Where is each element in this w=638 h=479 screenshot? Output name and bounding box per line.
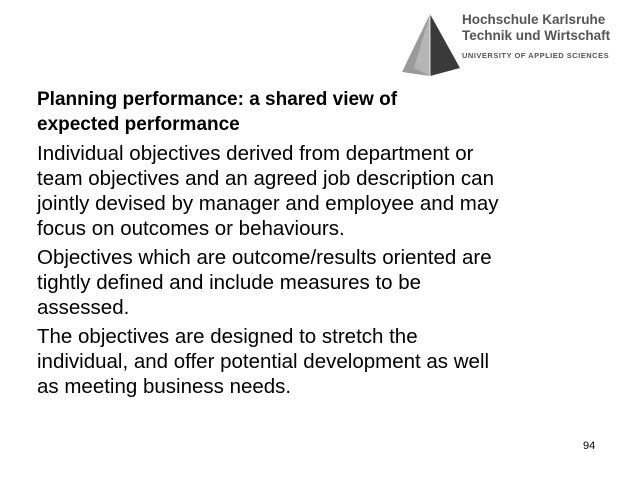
paragraph-stretch-objectives xyxy=(37,324,612,399)
page-number: 94 xyxy=(583,440,596,452)
heading-line: expected performance xyxy=(37,114,240,135)
logo-text xyxy=(462,12,630,62)
paragraph-line: individual, and offer potential development as well xyxy=(37,350,490,373)
logo-line-2: Technik und Wirtschaft xyxy=(462,28,611,43)
paragraph-line: focus on outcomes or behaviours. xyxy=(37,217,345,240)
paragraph-outcome-oriented xyxy=(37,245,612,320)
paragraph-line: jointly devised by manager and employee and may xyxy=(37,192,499,215)
paragraph-line: assessed. xyxy=(37,296,130,319)
paragraph-line: Objectives which are outcome/results oriented are xyxy=(37,246,492,269)
heading-line: Planning performance: a shared view of xyxy=(37,89,398,110)
logo-pyramid-icon xyxy=(400,10,462,80)
paragraph-line: Individual objectives derived from department or xyxy=(37,142,474,165)
slide-heading xyxy=(37,87,612,137)
paragraph-line: tightly defined and include measures to be xyxy=(37,271,422,294)
logo-line-3: UNIVERSITY OF APPLIED SCIENCES xyxy=(462,51,610,60)
paragraph-line: The objectives are designed to stretch the xyxy=(37,325,418,348)
paragraph-line: as meeting business needs. xyxy=(37,375,292,398)
paragraph-line: team objectives and an agreed job description can xyxy=(37,167,494,190)
slide-body xyxy=(37,87,612,399)
university-logo xyxy=(400,10,630,80)
logo-line-1: Hochschule Karlsruhe xyxy=(462,12,606,27)
paragraph-objectives-derivation xyxy=(37,141,612,241)
